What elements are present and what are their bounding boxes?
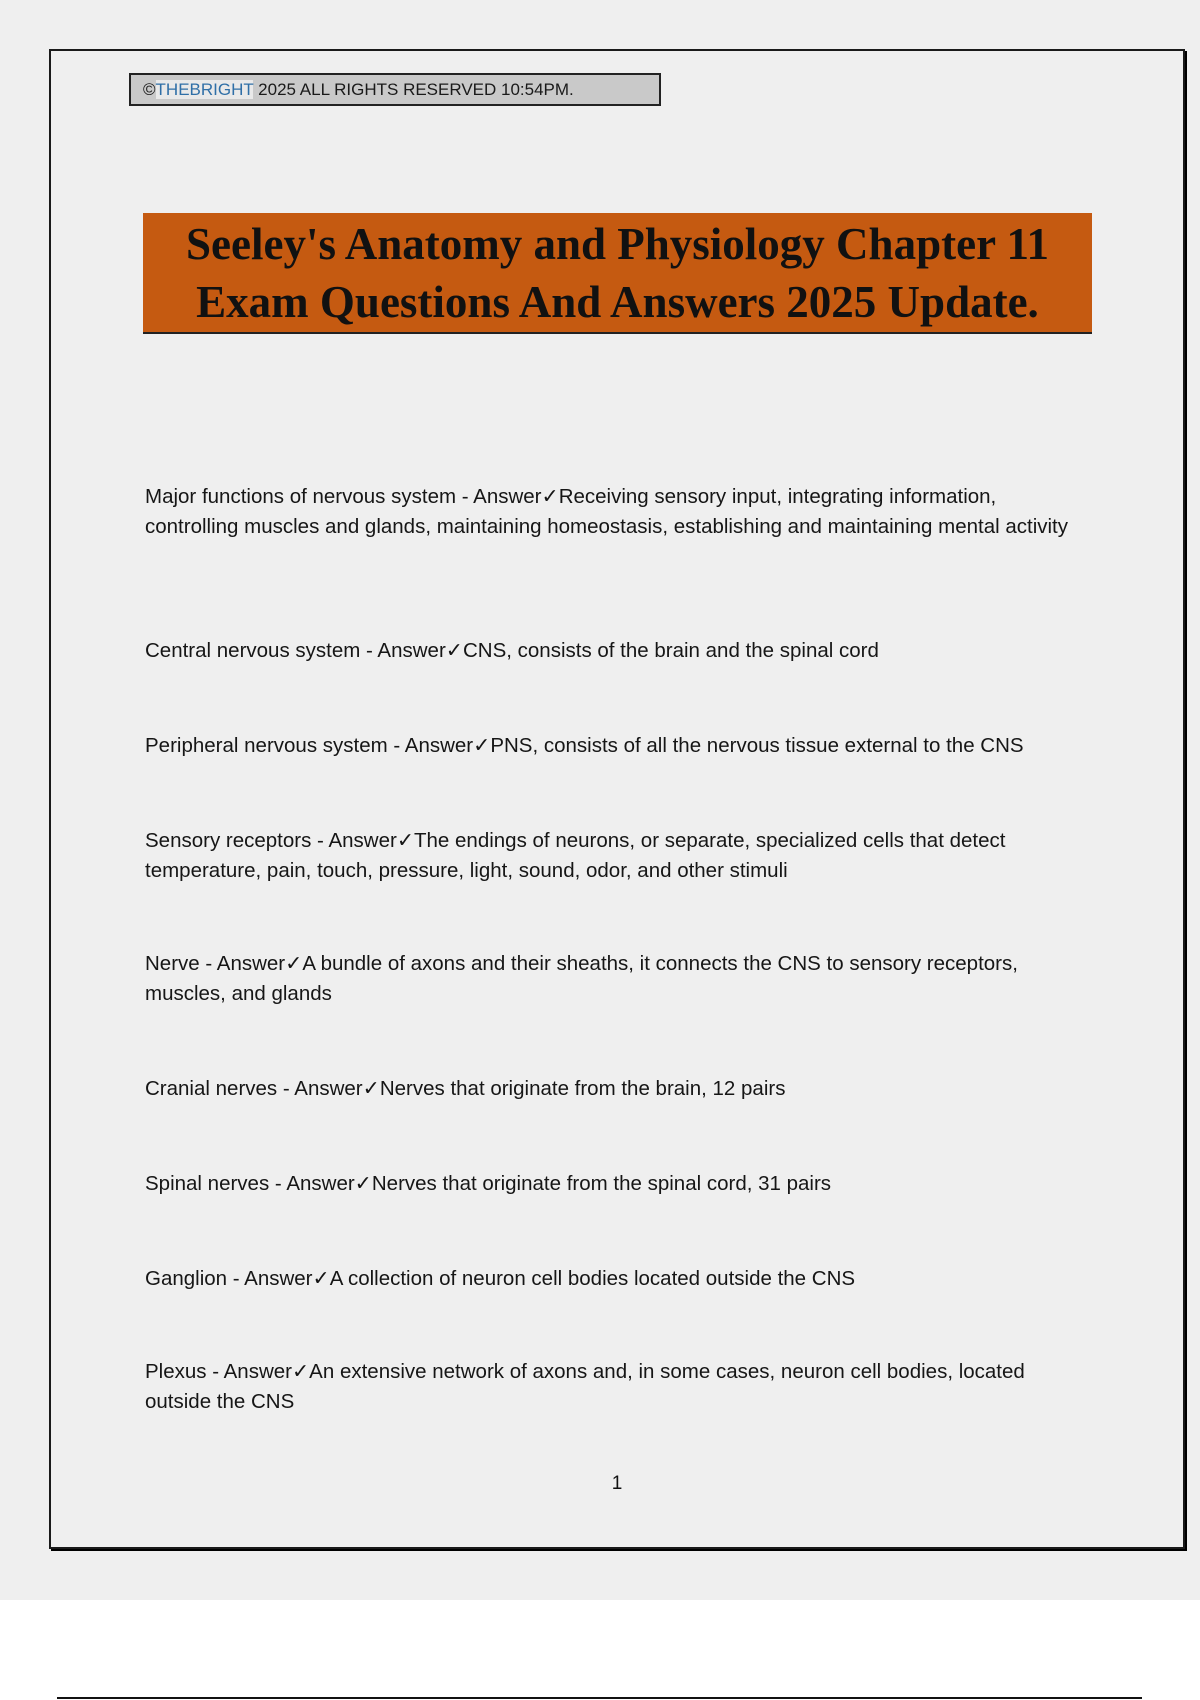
qa-item — [145, 1263, 1090, 1294]
document-title — [143, 213, 1092, 334]
qa-term: Spinal nerves - — [145, 1172, 287, 1195]
qa-term: Sensory receptors - — [145, 829, 329, 852]
qa-answer: A bundle of axons and their sheaths, it connects the CNS to sensory receptors, muscles, and glands — [145, 952, 1018, 1005]
qa-term: Nerve - — [145, 952, 217, 975]
qa-item — [145, 1356, 1090, 1417]
answer-label: Answer — [244, 1267, 313, 1290]
qa-term: Plexus - — [145, 1360, 224, 1383]
qa-item — [145, 825, 1090, 886]
check-icon: ✓ — [445, 638, 463, 662]
copyright-symbol: © — [143, 80, 156, 99]
qa-answer: An extensive network of axons and, in some cases, neuron cell bodies, located outside the CNS — [145, 1360, 1025, 1413]
answer-label: Answer — [286, 1172, 355, 1195]
qa-answer: PNS, consists of all the nervous tissue external to the CNS — [490, 734, 1024, 757]
qa-term: Ganglion - — [145, 1267, 245, 1290]
qa-term: Major functions of nervous system - — [145, 485, 474, 508]
qa-item — [145, 1168, 1090, 1199]
answer-label: Answer — [216, 952, 286, 975]
footer-divider — [57, 1697, 1142, 1699]
copyright-header — [129, 73, 661, 106]
brand-name: THEBRIGHT — [155, 80, 254, 99]
answer-label: Answer — [294, 1077, 363, 1100]
check-icon: ✓ — [396, 828, 414, 852]
check-icon: ✓ — [354, 1171, 372, 1195]
qa-item — [145, 730, 1090, 761]
qa-answer: Receiving sensory input, integrating information, controlling muscles and glands, maintaining homeostasis, establishing and maintaining mental activity — [145, 485, 1069, 538]
answer-label: Answer — [473, 485, 542, 508]
answer-label: Answer — [404, 734, 474, 757]
qa-term: Cranial nerves - — [145, 1077, 295, 1100]
qa-answer: Nerves that originate from the brain, 12 pairs — [379, 1077, 786, 1100]
qa-answer: Nerves that originate from the spinal cord, 31 pairs — [371, 1172, 832, 1195]
answer-label: Answer — [223, 1360, 292, 1383]
check-icon: ✓ — [285, 951, 303, 975]
answer-label: Answer — [377, 639, 446, 662]
check-icon: ✓ — [291, 1359, 310, 1383]
answer-label: Answer — [328, 829, 397, 852]
qa-answer: The endings of neurons, or separate, specialized cells that detect temperature, pain, touch, pressure, light, sound, odor, and other stimuli — [145, 829, 1006, 882]
title-line-1: Seeley's Anatomy and Physiology Chapter 11 — [186, 218, 1049, 269]
qa-item — [145, 481, 1090, 542]
title-line-2: Exam Questions And Answers 2025 Update. — [196, 276, 1039, 327]
check-icon: ✓ — [541, 484, 559, 508]
page-number: 1 — [611, 1473, 623, 1494]
check-icon: ✓ — [312, 1266, 330, 1290]
check-icon: ✓ — [362, 1076, 380, 1100]
qa-answer: CNS, consists of the brain and the spinal cord — [462, 639, 879, 662]
qa-item — [145, 1073, 1090, 1104]
qa-term: Peripheral nervous system - — [145, 734, 405, 757]
qa-term: Central nervous system - — [145, 639, 378, 662]
qa-item — [145, 635, 1090, 666]
qa-item — [145, 948, 1090, 1009]
copyright-text: 2025 ALL RIGHTS RESERVED 10:54PM. — [253, 80, 574, 99]
check-icon: ✓ — [473, 733, 491, 757]
qa-answer: A collection of neuron cell bodies located outside the CNS — [329, 1267, 856, 1290]
